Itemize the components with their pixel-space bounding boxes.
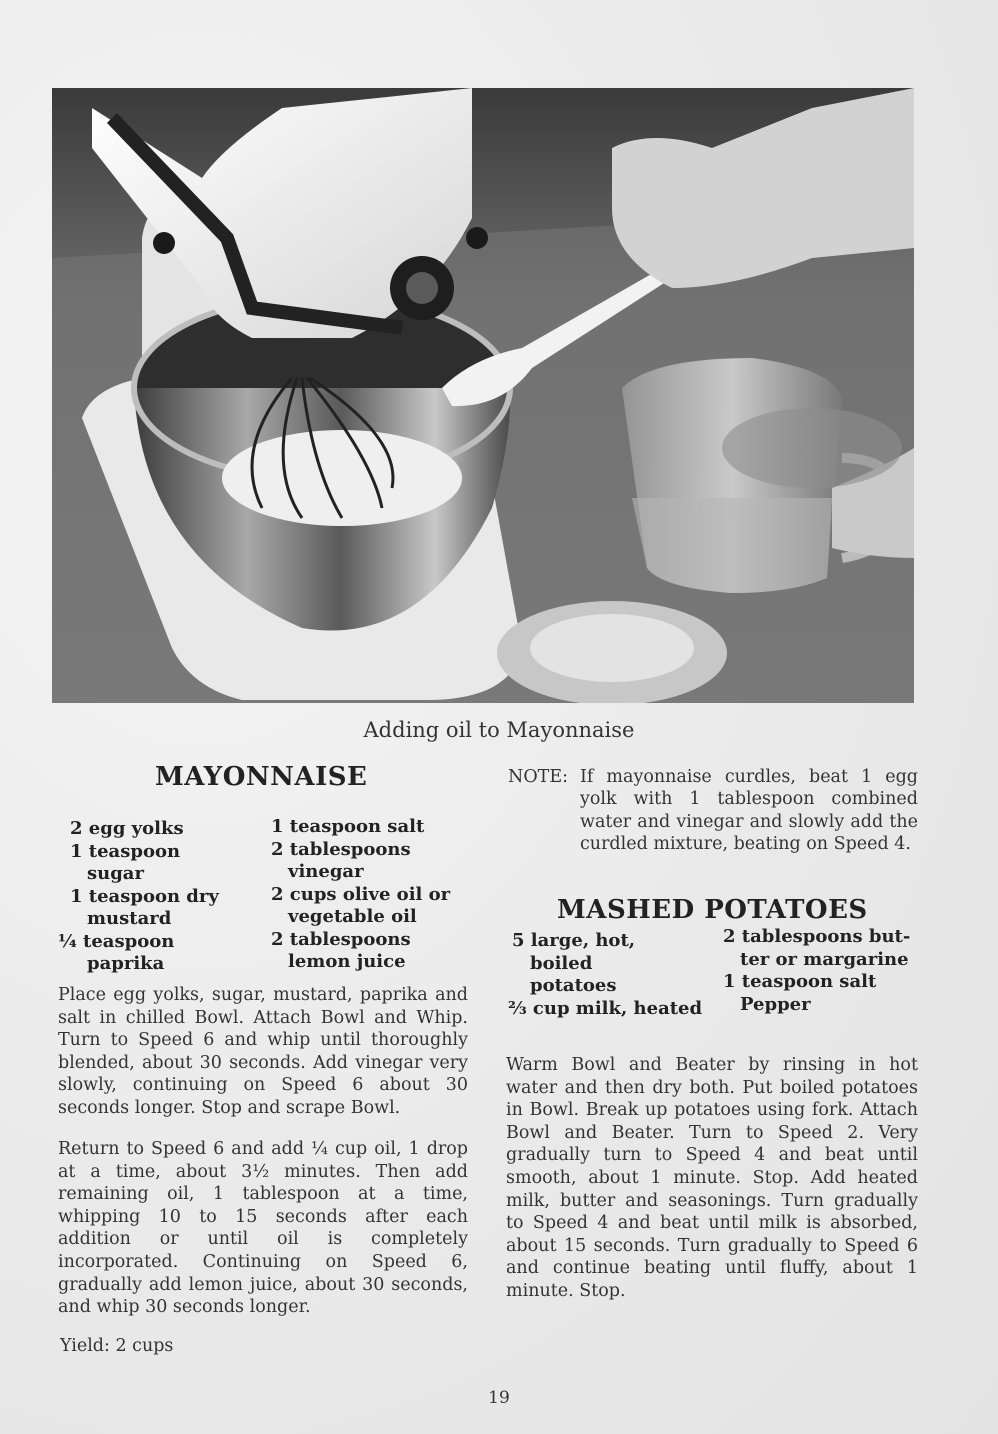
- mayonnaise-title: MAYONNAISE: [155, 762, 368, 792]
- ingredient: 1 teaspoon salt: [723, 971, 877, 992]
- ingredient: 5 large, hot,: [512, 930, 636, 951]
- ingredient: boiled: [530, 952, 593, 974]
- mayonnaise-step-1: Place egg yolks, sugar, mustard, paprika and salt in chilled Bowl. Attach Bowl and Whip. Turn to Speed 6 and whip until thoroughly blended, about 30 seconds. Add vinegar very slowly, continuing on Speed 6 about 30 seconds longer. Stop and scrape Bowl.: [58, 985, 468, 1118]
- ingredient: ter or margarine: [740, 948, 909, 970]
- mayonnaise-ingredients-right: [271, 816, 450, 974]
- ingredient: potatoes: [530, 975, 617, 996]
- ingredient: paprika: [87, 953, 165, 974]
- page-number: 19: [488, 1388, 510, 1408]
- ingredient: 2 tablespoons: [271, 928, 411, 950]
- ingredient: 1 teaspoon: [70, 840, 181, 862]
- mashed-ingredients-right: [723, 926, 910, 1016]
- mayonnaise-ingredients-left: [58, 818, 219, 976]
- mayonnaise-yield: Yield: 2 cups: [60, 1336, 174, 1356]
- ingredient: 1 teaspoon salt: [271, 816, 425, 837]
- ingredient: 2 tablespoons: [271, 838, 411, 860]
- note: [508, 766, 918, 855]
- ingredient: vegetable oil: [288, 906, 417, 927]
- ingredient: 2 cups olive oil or: [271, 883, 451, 905]
- mashed-potatoes-directions: Warm Bowl and Beater by rinsing in hot water and then dry both. Put boiled potatoes in Bowl. Break up potatoes using fork. Attach Bowl and Beater. Turn to Speed 2. Very gradually turn to Speed 4 and beat until smooth, about 1 minute. Stop. Add heated milk, butter and seasonings. Turn gradually to Speed 4 and beat until milk is absorbed, about 15 seconds. Turn gradually to Speed 6 and continue beating until fluffy, about 1 minute. Stop.: [506, 1055, 918, 1301]
- ingredient: vinegar: [288, 861, 364, 882]
- ingredient: 1 teaspoon dry: [70, 885, 219, 907]
- mixer-illustration: [52, 88, 914, 703]
- ingredient: ¼ teaspoon: [58, 930, 175, 952]
- mashed-ingredients-left: [508, 930, 703, 1020]
- note-label: NOTE:: [508, 767, 569, 787]
- ingredient: ⅔ cup milk, heated: [508, 997, 703, 1019]
- ingredient: mustard: [87, 908, 172, 929]
- ingredient: lemon juice: [288, 951, 406, 972]
- ingredient: 2 tablespoons but-: [723, 926, 911, 947]
- mashed-potatoes-title: MASHED POTATOES: [557, 895, 868, 925]
- ingredient: 2 egg yolks: [70, 818, 184, 839]
- note-text: If mayonnaise curdles, beat 1 egg yolk with 1 tablespoon combined water and vinegar and slowly add the curdled mixture, beating on Speed 4.: [580, 767, 918, 854]
- mayonnaise-step-2: Return to Speed 6 and add ¼ cup oil, 1 drop at a time, about 3½ minutes. Then add remaining oil, 1 tablespoon at a time, whipping 10 to 15 seconds after each addition or until oil is completely incorporated. Continuing on Speed 6, gradually add lemon juice, about 30 seconds, and whip 30 seconds longer.: [58, 1139, 468, 1318]
- ingredient: Pepper: [740, 993, 811, 1015]
- photo-mixer: [52, 88, 914, 703]
- ingredient: sugar: [87, 863, 144, 884]
- photo-caption: Adding oil to Mayonnaise: [363, 718, 635, 742]
